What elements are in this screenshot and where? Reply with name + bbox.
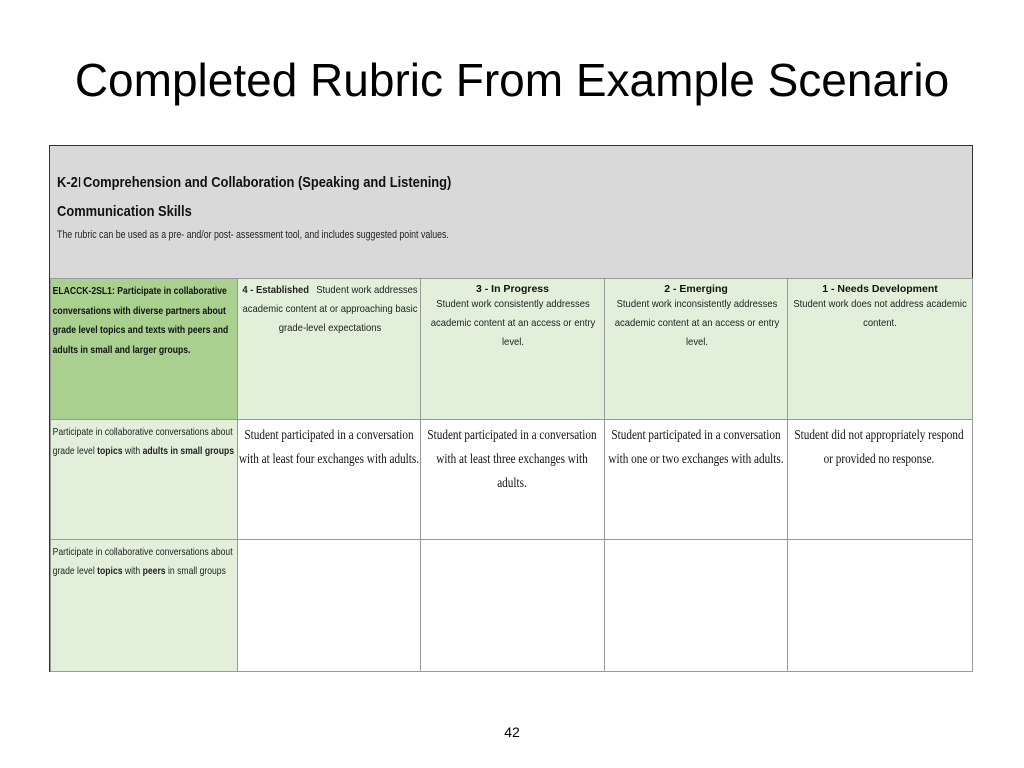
entry-cell-level-3 [421, 540, 605, 672]
rubric-table [50, 278, 973, 672]
level-2-cell [605, 279, 788, 420]
text-cursor-icon: I [77, 174, 82, 191]
rubric-image [49, 145, 973, 672]
entry-cell-level-4 [238, 540, 421, 672]
row-label-bold: adults in small groups [142, 445, 235, 457]
row-label-adults [51, 420, 238, 540]
level-2-title: 2 - Emerging [664, 283, 728, 295]
entry-text [422, 540, 603, 544]
entry-text [789, 540, 970, 544]
level-3-cell [421, 279, 605, 420]
rubric-subtitle: Communication Skills [57, 203, 192, 220]
level-1-title: 1 - Needs Development [822, 283, 938, 295]
entry-text: Student participated in a conversation with one or two exchanges with adults. [608, 428, 784, 467]
standard-text: ELACCK-2SL1: Participate in collaborative conversations with diverse partners about grade level topics and texts with peers and adults in small and larger groups. [52, 285, 229, 356]
row-label-bold: topics [97, 445, 123, 457]
entry-cell-level-4 [238, 420, 421, 540]
rubric-title-text: Comprehension and Collaboration (Speaking and Listening) [82, 174, 452, 191]
row-label-pre: Participate in collaborative conversations about grade level [52, 546, 233, 577]
entry-cell-level-2 [605, 540, 788, 672]
entry-cell-level-3 [421, 420, 605, 540]
row-label-post: in small groups [165, 565, 226, 577]
entry-cell-level-2 [605, 420, 788, 540]
entry-cell-level-1 [788, 540, 973, 672]
level-3-title: 3 - In Progress [476, 283, 549, 295]
entry-text [606, 540, 787, 544]
row-label-bold: topics [97, 565, 123, 577]
slide-title: Completed Rubric From Example Scenario [74, 54, 950, 106]
level-2-description: Student work inconsistently addresses academic content at an access or entry level. [614, 298, 780, 348]
row-label-bold: peers [142, 565, 166, 577]
level-3-description: Student work consistently addresses academic content at an access or entry level. [430, 298, 596, 348]
level-1-cell [788, 279, 973, 420]
rubric-header [50, 146, 972, 279]
table-row [51, 420, 973, 540]
rubric-note: The rubric can be used as a pre- and/or post- assessment tool, and includes suggested point values. [57, 229, 449, 241]
page-number: 42 [504, 724, 520, 740]
level-1-description: Student work does not address academic content. [793, 298, 967, 329]
level-4-title: 4 - Established [242, 284, 310, 296]
row-label-peers [51, 540, 238, 672]
table-row-levels [51, 279, 973, 420]
row-label-pre: Participate in collaborative conversations about grade level [52, 426, 233, 457]
row-label-mid: with [122, 445, 143, 457]
entry-text: Student did not appropriately respond or provided no response. [794, 428, 964, 467]
level-4-text [240, 279, 420, 338]
rubric-grade: K-2 [57, 174, 78, 191]
entry-cell-level-1 [788, 420, 973, 540]
entry-text: Student participated in a conversation with at least three exchanges with adults. [427, 428, 597, 491]
table-row [51, 540, 973, 672]
rubric-title [57, 174, 451, 191]
level-4-description: Student work addresses academic content at or approaching basic grade-level expectations [242, 284, 418, 334]
entry-text: Student participated in a conversation with at least four exchanges with adults. [238, 428, 420, 467]
standard-cell [51, 279, 238, 420]
row-label-mid: with [122, 565, 143, 577]
level-4-cell [238, 279, 421, 420]
entry-text [239, 540, 420, 544]
